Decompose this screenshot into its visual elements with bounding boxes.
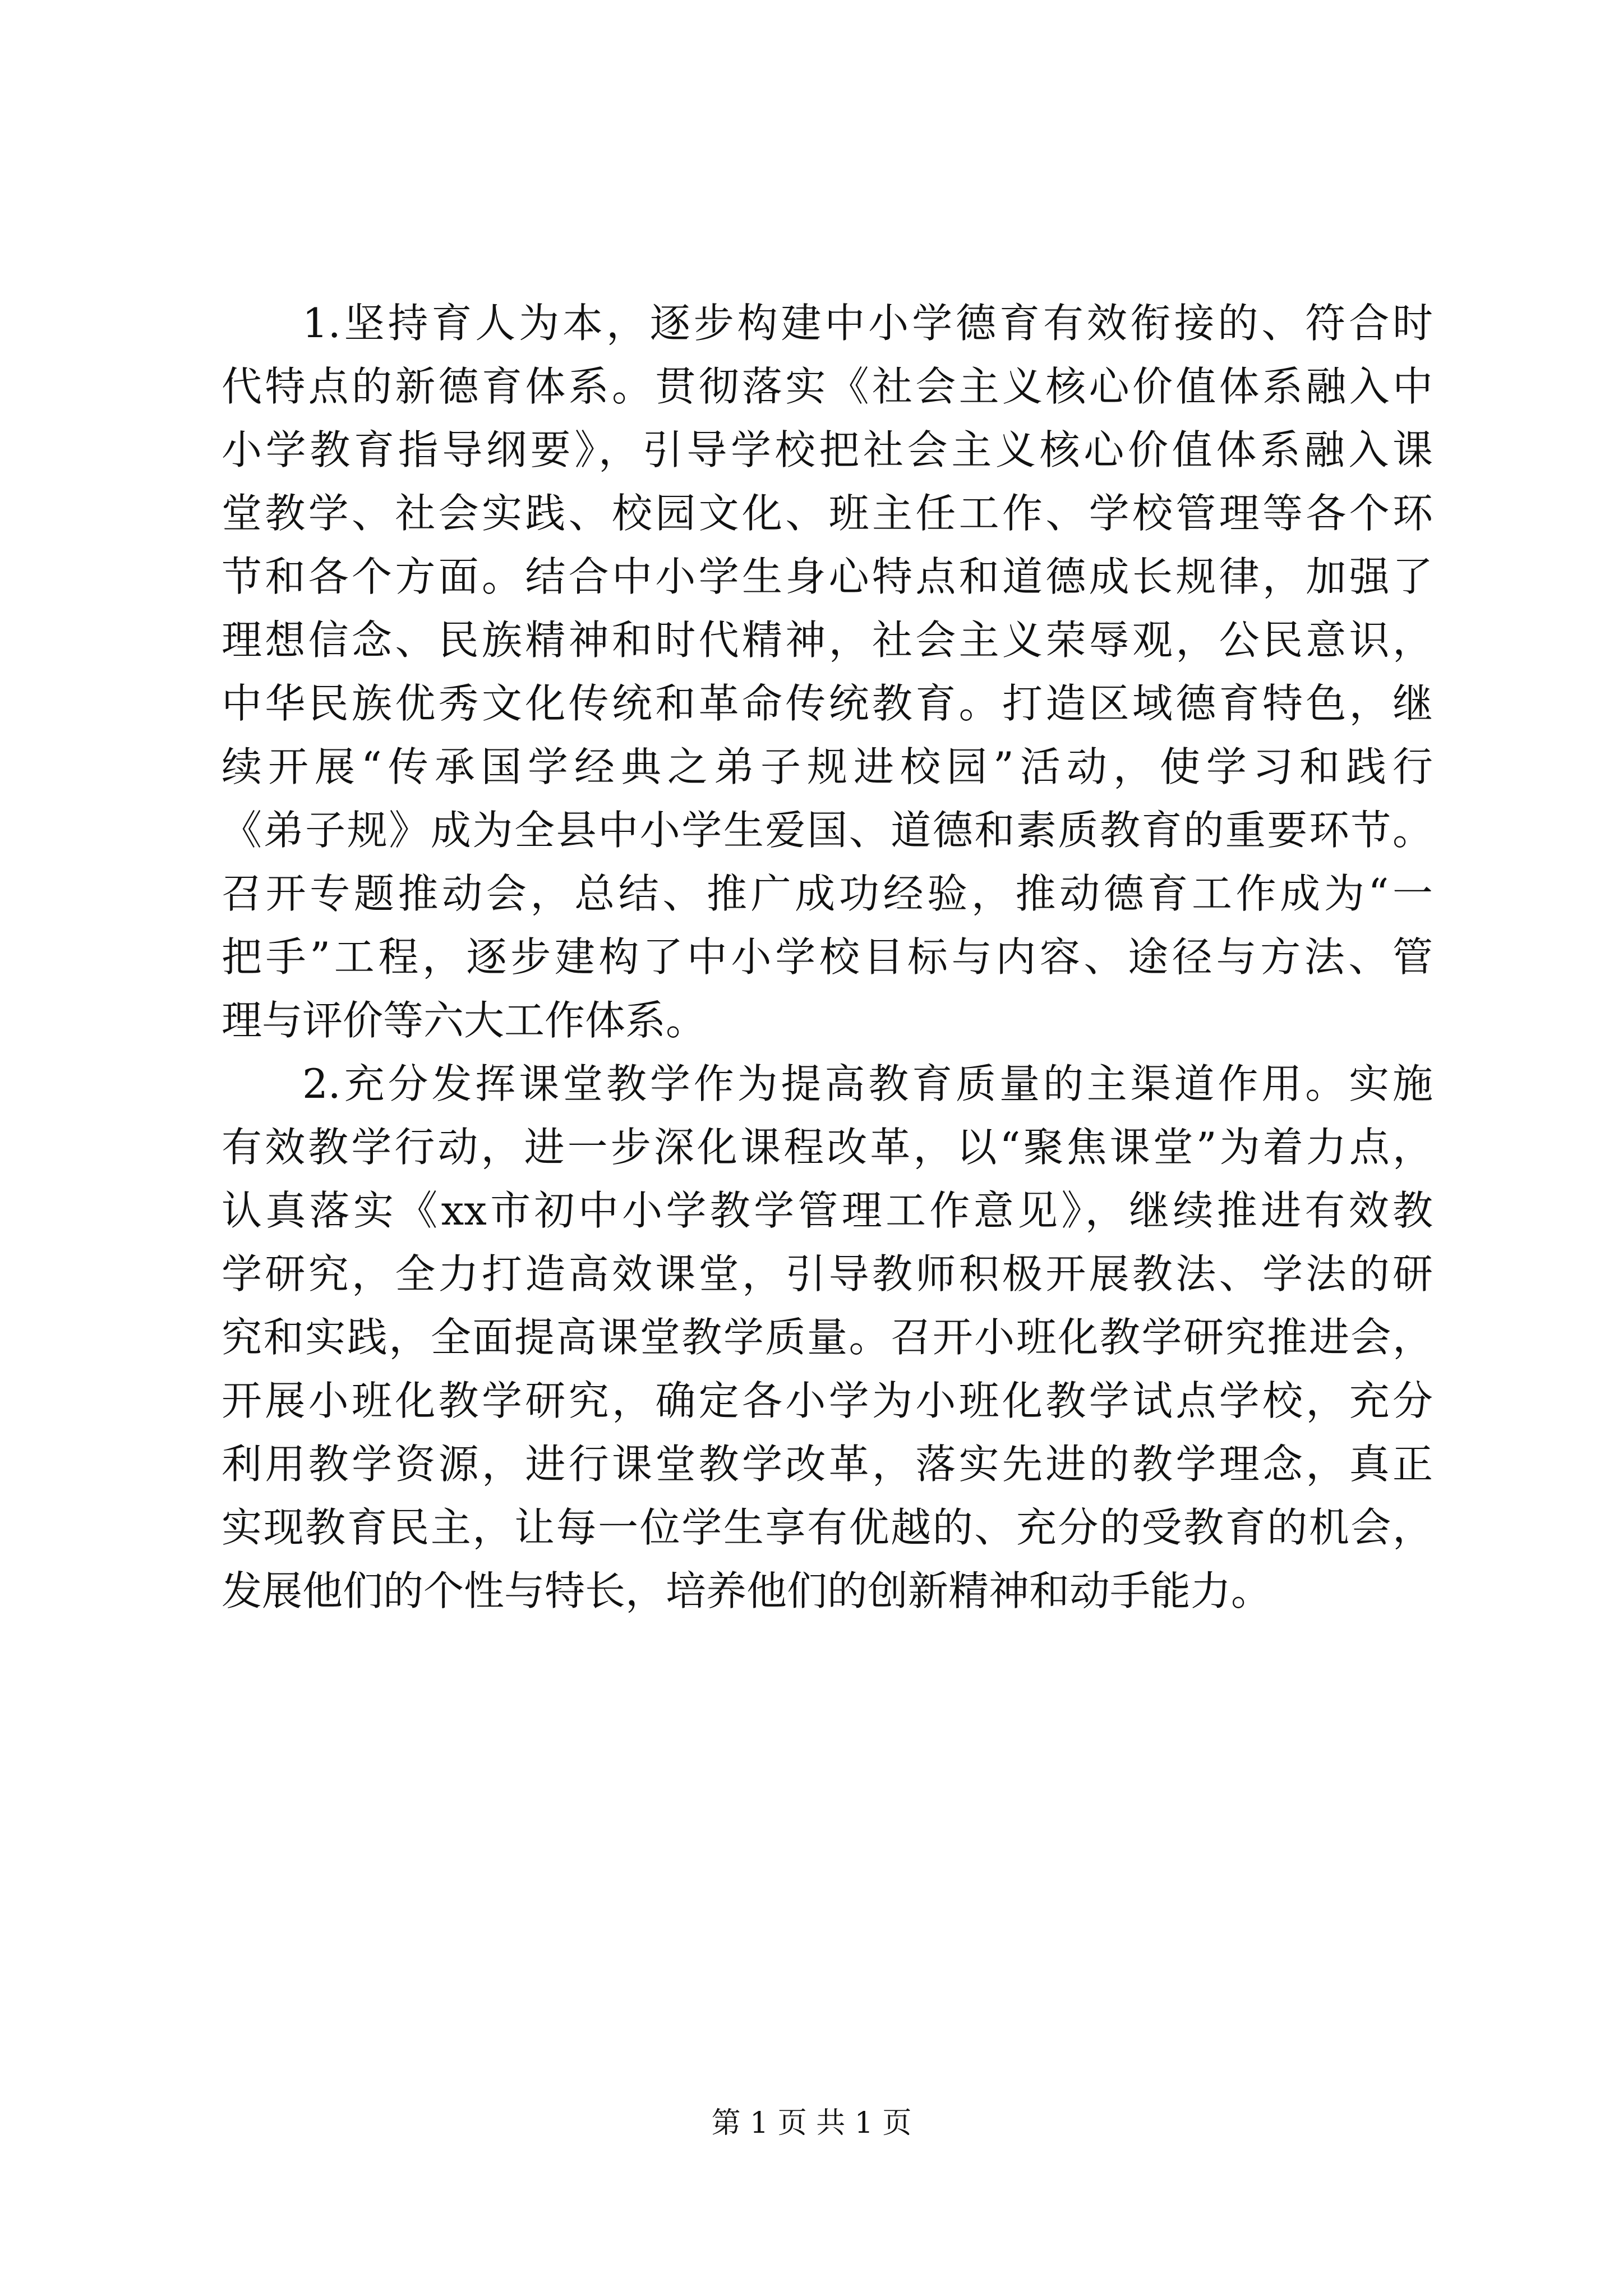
paragraph-line: 理想信念、民族精神和时代精神，社会主义荣辱观，公民意识， [222, 616, 1433, 664]
paragraph-line: 理与评价等六大工作体系。 [222, 997, 707, 1044]
paragraph-line: 把手”工程，逐步建构了中小学校目标与内容、途径与方法、管 [222, 933, 1433, 981]
paragraph-line: 1.坚持育人为本，逐步构建中小学德育有效衔接的、符合时 [302, 300, 1433, 347]
paragraph-line: 《弟子规》成为全县中小学生爱国、道德和素质教育的重要环节。 [222, 807, 1433, 854]
paragraph-line: 认真落实《xx市初中小学教学管理工作意见》，继续推进有效教 [222, 1187, 1433, 1234]
paragraph-2 [222, 1052, 1433, 1623]
paragraph-line: 实现教育民主，让每一位学生享有优越的、充分的受教育的机会， [222, 1504, 1433, 1551]
paragraph-line: 续开展“传承国学经典之弟子规进校园”活动，使学习和践行 [222, 743, 1433, 790]
paragraph-line: 究和实践，全面提高课堂教学质量。召开小班化教学研究推进会， [222, 1314, 1433, 1361]
paragraph-1 [222, 292, 1433, 1052]
paragraph-line: 2.充分发挥课堂教学作为提高教育质量的主渠道作用。实施 [302, 1060, 1433, 1107]
paragraph-line: 中华民族优秀文化传统和革命传统教育。打造区域德育特色，继 [222, 680, 1433, 727]
paragraph-line: 发展他们的个性与特长，培养他们的创新精神和动手能力。 [222, 1567, 1272, 1614]
paragraph-line: 利用教学资源，进行课堂教学改革，落实先进的教学理念，真正 [222, 1441, 1433, 1488]
paragraph-line: 堂教学、社会实践、校园文化、班主任工作、学校管理等各个环 [222, 490, 1433, 537]
paragraph-line: 有效教学行动，进一步深化课程改革，以“聚焦课堂”为着力点， [222, 1124, 1433, 1171]
paragraph-line: 学研究，全力打造高效课堂，引导教师积极开展教法、学法的研 [222, 1250, 1433, 1297]
page-number-footer: 第 1 页 共 1 页 [711, 2106, 912, 2140]
paragraph-line: 代特点的新德育体系。贯彻落实《社会主义核心价值体系融入中 [222, 363, 1433, 410]
paragraph-line: 小学教育指导纲要》，引导学校把社会主义核心价值体系融入课 [222, 426, 1433, 473]
paragraph-line: 节和各个方面。结合中小学生身心特点和道德成长规律，加强了 [222, 553, 1433, 600]
paragraph-line: 召开专题推动会，总结、推广成功经验，推动德育工作成为“一 [222, 870, 1433, 917]
document-body [222, 292, 1433, 1623]
paragraph-line: 开展小班化教学研究，确定各小学为小班化教学试点学校，充分 [222, 1377, 1433, 1424]
